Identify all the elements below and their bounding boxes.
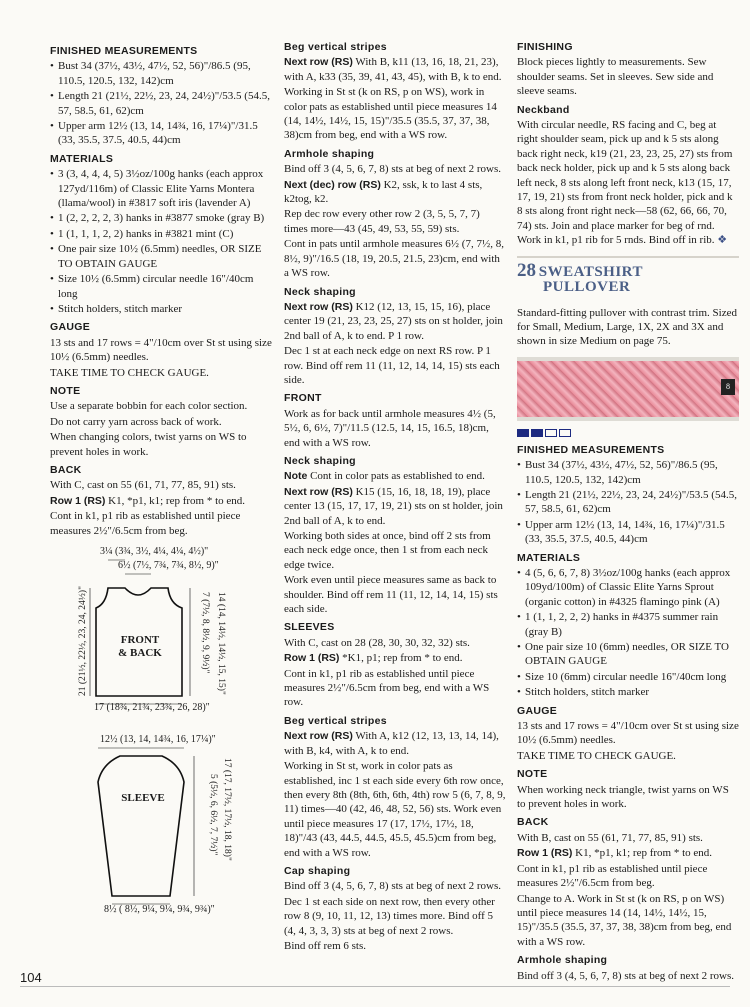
instruction: Rep dec row every other row 2 (3, 5, 5, 7, 7) times more—43 (45, 49, 53, 55, 59) sts. xyxy=(284,208,480,235)
finished-bust: • Bust 34 (37½, 43½, 47½, 52, 56)"/86.5 (95, 110.5, 120.5, 132, 142)cm xyxy=(517,458,739,487)
row-text: Cont in color pats as established to end. xyxy=(307,470,485,483)
row-label: Row 1 (RS) xyxy=(517,847,573,860)
gauge-text: 13 sts and 17 rows = 4"/10cm over St st using size 10½ (6.5mm) needles. xyxy=(517,720,739,747)
row-text: With B, k11 (13, 16, 18, 21, 23), with A, k33 (35, 39, 41, 43, 45), with B, k to end. xyxy=(284,56,502,83)
skill-bar xyxy=(545,429,557,437)
body-piece-label-text: FRONT & BACK xyxy=(118,634,162,659)
body-schematic xyxy=(50,546,274,714)
instruction: With C, cast on 28 (28, 30, 30, 32, 32) sts. xyxy=(284,636,470,649)
instruction: Bind off 3 (4, 5, 6, 7, 8) sts at beg of next 2 rows. xyxy=(284,880,502,893)
material-item: • 4 (5, 6, 6, 7, 8) 3½oz/100g hanks (each approx 109yd/100m) of Classic Elite Yarns Sprout (organic cotton) in #4325 flamingo pink (A) xyxy=(517,566,739,609)
footer-rule xyxy=(20,986,730,987)
materials-heading: MATERIALS xyxy=(517,551,581,564)
instruction: Cont in k1, p1 rib as established until piece measures 2½"/6.5cm from beg, end with a WS row. xyxy=(284,667,490,709)
neckband-text: With circular needle, RS facing and C, beg at right shoulder seam, pick up and k 5 sts along back right neck, k19 (21, 23, 23, 25, 27) sts from back neck holder, pick up and k 5 sts along back left neck, 8 sts along left front neck, k13 (15, 17, 17, 19, 21) sts from front neck holder, pick and k 8 sts along front right neck—58 (62, 66, 66, 70, 74) sts. Join and place marker for beg of rnd. Work in k1, p1 rib for 5 rnds. Bind off in rib. xyxy=(517,119,733,247)
row-label: Next row (RS) xyxy=(284,485,353,498)
body-piece-label xyxy=(104,634,176,660)
material-item: • One pair size 10 (6mm) needles, OR SIZE TO OBTAIN GAUGE xyxy=(517,640,739,669)
skill-level-icon xyxy=(517,429,739,437)
gauge-check: TAKE TIME TO CHECK GAUGE. xyxy=(517,749,676,762)
body-bottom-width: 17 (18¾, 21¾, 23¾, 26, 28)" xyxy=(94,702,210,713)
instruction: Dec 1 st each side on next row, then every other row 8 (9, 10, 11, 12, 13) times more. Bind off 5 (4, 4, 3, 3, 3) sts at beg of next 2 rows. xyxy=(284,895,495,937)
end-mark-icon: ❖ xyxy=(717,234,728,247)
pattern-intro: Standard-fitting pullover with contrast trim. Sized for Small, Medium, Large, 1X, 2X and 3X and shown in size Medium on page 75. xyxy=(517,306,737,348)
skill-bar xyxy=(517,429,529,437)
instruction: Working in St st (k on RS, p on WS), work in color pats as established until piece measures 14 (14, 14½, 14½, 15, 15)"/35.5 (35.5, 37, 37, 38, 38)cm from beg, end with a WS row. xyxy=(284,86,497,142)
row-label: Next row (RS) xyxy=(284,730,353,743)
neckband-heading: Neckband xyxy=(517,103,570,116)
instruction: Working both sides at once, bind off 2 sts from each neck edge once, then 1 st from each neck edge twice. xyxy=(284,530,491,571)
body-left-length: 21 (21½, 22½, 23, 24, 24½)" xyxy=(78,586,88,696)
instruction xyxy=(284,178,506,207)
instruction: Working in St st, work in color pats as established, inc 1 st each side every 6th row once, then every 8th (8th, 6th, 6th, 4th) row 5 (6, 7, 8, 9, 11) times—40 (42, 46, 48, 52, 56) sts. Work even until piece measures 17 (17, 17½, 17½, 18, 18)"/43 (43, 44.5, 44.5, 45.5, 45.5)cm from beg, end with a WS row. xyxy=(284,760,506,859)
finishing-heading: FINISHING xyxy=(517,41,573,53)
front-neck-heading: Neck shaping xyxy=(284,454,356,467)
yarn-swatch-image xyxy=(517,357,739,421)
finished-length: • Length 21 (21½, 22½, 23, 24, 24½)"/53.5 (54.5, 57, 58.5, 61, 62)cm xyxy=(517,488,739,517)
row-text: K12 (12, 13, 15, 15, 16), place center 19 (21, 23, 23, 25, 27) sts on st holder, join 2nd ball of A, k to end. P 1 row. xyxy=(284,300,503,342)
row-label: Note xyxy=(284,470,308,483)
finished-heading: FINISHED MEASUREMENTS xyxy=(50,45,198,57)
instruction: Work as for back until armhole measures 4½ (5, 5½, 6, 6½, 7)"/11.5 (12.5, 14, 15, 16.5, 18)cm, end with a WS row. xyxy=(284,407,496,449)
row-text: With A, k12 (12, 13, 13, 14, 14), with B, k4, with A, k to end. xyxy=(284,730,499,757)
row-label: Row 1 (RS) xyxy=(284,652,340,665)
note-text: When working neck triangle, twist yarns on WS to prevent holes in work. xyxy=(517,783,729,811)
body-top-neck: 6½ (7½, 7¾, 7¾, 8½, 9)" xyxy=(118,560,219,571)
row-text: K1, *p1, k1; rep from * to end. xyxy=(105,494,246,507)
pattern-name-line2: PULLOVER xyxy=(543,279,631,296)
sleeves-heading: SLEEVES xyxy=(284,621,335,634)
pattern-title xyxy=(517,256,739,296)
finished-length: • Length 21 (21½, 22½, 23, 24, 24½)"/53.5 (54.5, 57, 58.5, 61, 62)cm xyxy=(50,89,274,118)
skill-bar xyxy=(531,429,543,437)
instruction xyxy=(517,118,739,248)
finished-upper-arm: • Upper arm 12½ (13, 14, 14¾, 16, 17¼)"/31.5 (33, 35.5, 37.5, 40.5, 44)cm xyxy=(50,119,274,148)
column-3 xyxy=(517,40,739,984)
instruction: Dec 1 st at each neck edge on next RS row. P 1 row. Bind off rem 11 (11, 12, 14, 14, 15) sts each side. xyxy=(284,345,500,386)
swatch-tag: 8 xyxy=(721,379,735,395)
instruction: Cont in pats until armhole measures 6½ (7, 7½, 8, 8½, 9)"/16.5 (18, 19, 20.5, 21.5, 23)cm, end with a WS row. xyxy=(284,238,504,280)
pattern-name-line1: SWEATSHIRT xyxy=(538,263,643,280)
material-item: • One pair size 10½ (6.5mm) needles, OR SIZE TO OBTAIN GAUGE xyxy=(50,242,274,271)
sleeve-schematic-drawing xyxy=(50,734,274,914)
sleeve-stripes-heading: Beg vertical stripes xyxy=(284,714,387,727)
back-text: With C, cast on 55 (61, 71, 77, 85, 91) sts. xyxy=(50,479,236,492)
gauge-check: TAKE TIME TO CHECK GAUGE. xyxy=(50,366,209,379)
skill-bar xyxy=(559,429,571,437)
cap-heading: Cap shaping xyxy=(284,864,351,877)
instruction: Bind off 3 (4, 5, 6, 7, 8) sts at beg of next 2 rows. xyxy=(517,969,735,982)
note-heading: NOTE xyxy=(517,768,548,781)
instruction: With B, cast on 55 (61, 71, 77, 85, 91) sts. xyxy=(517,831,703,844)
instruction xyxy=(284,485,506,528)
back-heading: BACK xyxy=(50,463,82,476)
back-text: Cont in k1, p1 rib as established until piece measures 2½"/6.5cm from beg. xyxy=(50,510,241,537)
sleeve-right-cap: 5 (5½, 6, 6½, 7, 7½)" xyxy=(208,774,218,856)
instruction xyxy=(284,729,506,758)
body-right-armhole: 7 (7½, 8, 8½, 9, 9½)" xyxy=(200,592,210,674)
material-item: • Stitch holders, stitch marker xyxy=(50,302,274,316)
material-item: • Stitch holders, stitch marker xyxy=(517,685,739,699)
note-heading: NOTE xyxy=(50,384,81,397)
sleeve-schematic xyxy=(50,734,274,914)
gauge-heading: GAUGE xyxy=(517,704,558,717)
row-text: K1, *p1, k1; rep from * to end. xyxy=(572,847,713,860)
row-label: Next row (RS) xyxy=(284,56,353,69)
sleeve-top-width: 12½ (13, 14, 14¾, 16, 17¼)" xyxy=(100,734,216,745)
row-label: Row 1 (RS) xyxy=(50,494,106,507)
instruction: Bind off 3 (4, 5, 6, 7, 8) sts at beg of next 2 rows. xyxy=(284,163,502,176)
finished-bust: • Bust 34 (37½, 43½, 47½, 52, 56)"/86.5 (95, 110.5, 120.5, 132, 142)cm xyxy=(50,59,274,88)
instruction: Cont in k1, p1 rib as established until piece measures 2½"/6.5cm from beg. xyxy=(517,862,708,890)
column-2 xyxy=(284,40,506,954)
page-number: 104 xyxy=(20,970,42,985)
material-item: • 1 (2, 2, 2, 2, 3) hanks in #3877 smoke (gray B) xyxy=(50,211,274,225)
row-text: *K1, p1; rep from * to end. xyxy=(339,652,463,665)
armhole-heading: Armhole shaping xyxy=(284,147,375,160)
column-1 xyxy=(50,40,274,918)
gauge-text: 13 sts and 17 rows = 4"/10cm over St st using size 10½ (6.5mm) needles. xyxy=(50,336,272,364)
material-item: • 1 (1, 1, 1, 2, 2) hanks in #3821 mint (C) xyxy=(50,227,274,241)
gauge-heading: GAUGE xyxy=(50,321,91,334)
row-label: Next (dec) row (RS) xyxy=(284,178,381,191)
material-item: • Size 10½ (6.5mm) circular needle 16"/40cm long xyxy=(50,272,274,301)
row-text: K2, ssk, k to last 4 sts, k2tog, k2. xyxy=(284,178,483,206)
back-heading: BACK xyxy=(517,816,549,829)
materials-heading: MATERIALS xyxy=(50,152,114,165)
pattern-number: 28 xyxy=(517,259,536,281)
note-text: Do not carry yarn across back of work. xyxy=(50,415,222,428)
body-right-side: 14 (14, 14½, 14½, 15, 15)" xyxy=(216,592,226,695)
front-heading: FRONT xyxy=(284,392,322,405)
instruction xyxy=(517,846,739,860)
finished-upper-arm: • Upper arm 12½ (13, 14, 14¾, 16, 17¼)"/31.5 (33, 35.5, 37.5, 40.5, 44)cm xyxy=(517,518,739,547)
row-label: Next row (RS) xyxy=(284,300,353,313)
sleeve-piece-label: SLEEVE xyxy=(121,792,165,804)
material-item: • 3 (3, 4, 4, 4, 5) 3½oz/100g hanks (each approx 127yd/116m) of Classic Elite Yarns Montera (llama/wool) in #3817 soft iris (lavender A) xyxy=(50,167,274,210)
finished-heading: FINISHED MEASUREMENTS xyxy=(517,443,665,456)
instruction xyxy=(284,55,506,84)
body-top-shoulder: 3¼ (3¾, 3½, 4¼, 4¼, 4½)" xyxy=(100,546,209,557)
back-row1 xyxy=(50,494,274,508)
beg-stripes-heading: Beg vertical stripes xyxy=(284,41,387,53)
row-text: K15 (15, 16, 18, 18, 19), place center 13 (15, 17, 17, 19, 21) sts on st holder, join 2nd ball of A, k to end. xyxy=(284,485,503,527)
armhole-heading: Armhole shaping xyxy=(517,954,608,967)
instruction: Block pieces lightly to measurements. Sew shoulder seams. Set in sleeves. Sew side and sleeve seams. xyxy=(517,56,714,98)
note-text: Use a separate bobbin for each color section. xyxy=(50,400,248,413)
material-item: • 1 (1, 1, 2, 2, 2) hanks in #4375 summer rain (gray B) xyxy=(517,610,739,639)
instruction xyxy=(284,651,506,665)
material-item: • Size 10 (6mm) circular needle 16"/40cm long xyxy=(517,670,739,684)
instruction: Bind off rem 6 sts. xyxy=(284,939,366,952)
sleeve-right-length: 17 (17, 17½, 17½, 18, 18)" xyxy=(222,758,232,861)
instruction: Change to A. Work in St st (k on RS, p on WS) until piece measures 14 (14, 14½, 14½, 15, 15)"/35.5 (35.5, 37, 37, 38, 38)cm from beg, end with a WS row. xyxy=(517,892,732,948)
instruction xyxy=(284,300,506,343)
instruction xyxy=(284,469,506,483)
note-text: When changing colors, twist yarns on WS to prevent holes in work. xyxy=(50,431,247,458)
sleeve-bottom-width: 8½ ( 8½, 9¼, 9¼, 9¾, 9¾)" xyxy=(104,904,215,915)
instruction: Work even until piece measures same as back to shoulder. Bind off rem 11 (11, 12, 14, 14, 15) sts each side. xyxy=(284,574,498,616)
neck-heading: Neck shaping xyxy=(284,285,356,298)
